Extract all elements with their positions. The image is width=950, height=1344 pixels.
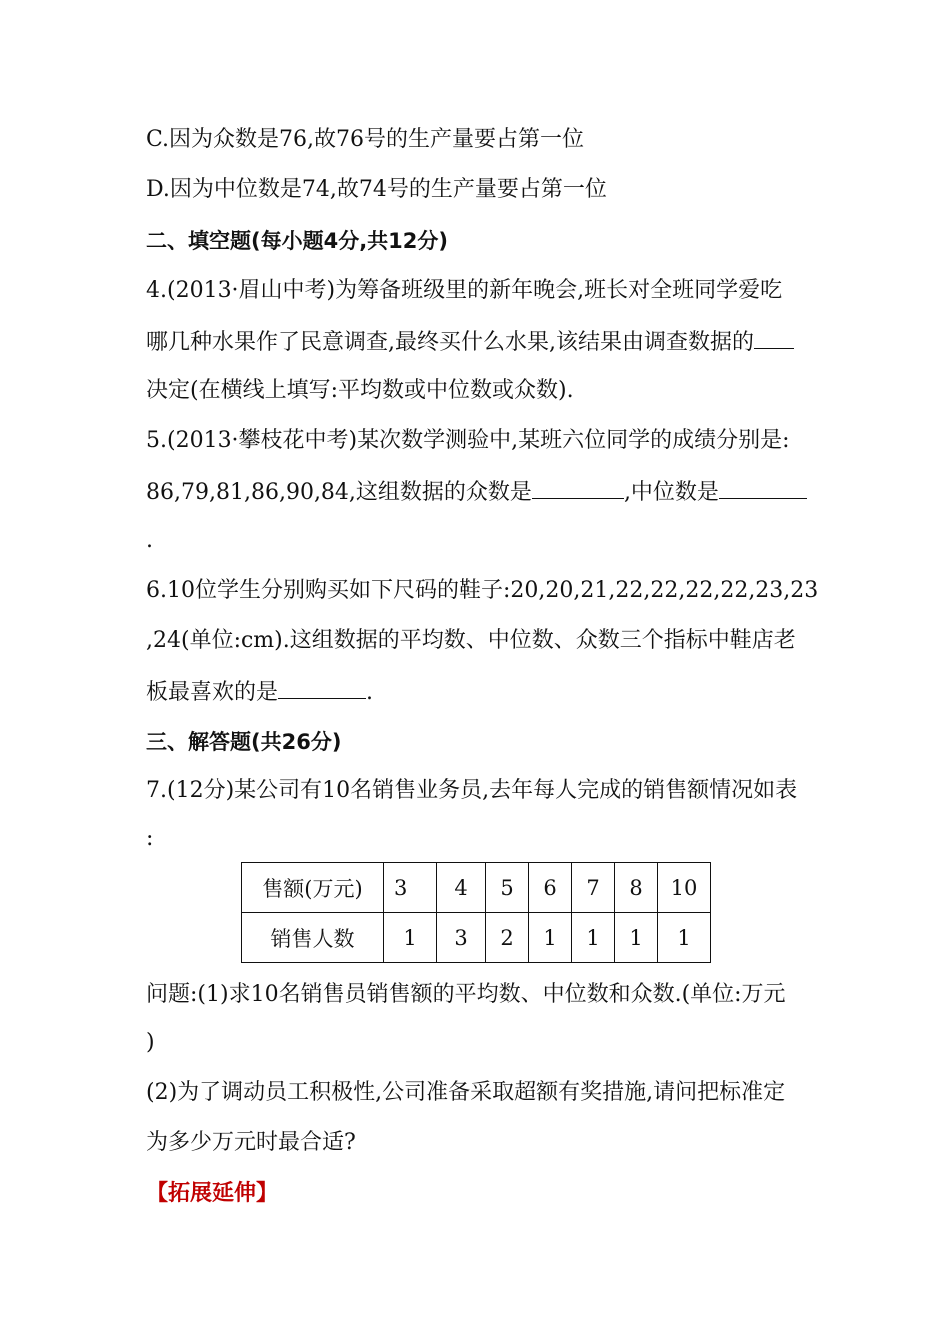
table-cell: 1 — [384, 913, 437, 963]
question-7-line-2: : — [146, 826, 154, 851]
option-c: C.因为众数是76,故76号的生产量要占第一位 — [146, 127, 585, 152]
table-cell: 10 — [658, 863, 711, 913]
question-5-line-3: . — [146, 528, 153, 553]
question-5-line-2 — [146, 476, 807, 508]
question-7-line-1: 7.(12分)某公司有10名销售业务员,去年每人完成的销售额情况如表 — [146, 778, 798, 803]
question-6-text: 板最喜欢的是 — [146, 680, 279, 705]
table-cell: 7 — [572, 863, 615, 913]
table-cell: 1 — [658, 913, 711, 963]
question-7-part-1: 问题:(1)求10名销售员销售额的平均数、中位数和众数.(单位:万元 — [146, 982, 786, 1007]
answer-blank — [754, 326, 794, 349]
table-cell: 6 — [529, 863, 572, 913]
section-heading-solve: 三、解答题(共26分) — [146, 730, 342, 754]
question-5-line-1: 5.(2013·攀枝花中考)某次数学测验中,某班六位同学的成绩分别是: — [146, 428, 790, 453]
question-6-line-1: 6.10位学生分别购买如下尺码的鞋子:20,20,21,22,22,22,22,23,23 — [146, 578, 819, 603]
table-cell: 8 — [615, 863, 658, 913]
table-row — [242, 913, 711, 963]
table-cell: 3 — [384, 863, 437, 913]
table-cell: 4 — [437, 863, 486, 913]
question-4-line-1: 4.(2013·眉山中考)为筹备班级里的新年晚会,班长对全班同学爱吃 — [146, 278, 783, 303]
question-7-part-1-end: ) — [146, 1030, 155, 1055]
table-header-cell: 销售人数 — [242, 913, 384, 963]
answer-blank — [719, 476, 807, 499]
table-cell: 3 — [437, 913, 486, 963]
question-6-line-2: ,24(单位:cm).这组数据的平均数、中位数、众数三个指标中鞋店老 — [146, 628, 796, 653]
question-4-text: 哪几种水果作了民意调查,最终买什么水果,该结果由调查数据的 — [146, 330, 754, 355]
table-cell: 1 — [572, 913, 615, 963]
table-cell: 2 — [486, 913, 529, 963]
extension-heading: 【拓展延伸】 — [146, 1180, 279, 1206]
sales-table — [241, 862, 711, 963]
question-5-text-1: 86,79,81,86,90,84,这组数据的众数是 — [146, 480, 532, 505]
question-7-part-2: (2)为了调动员工积极性,公司准备采取超额有奖措施,请问把标准定 — [146, 1080, 786, 1105]
answer-blank — [532, 476, 624, 499]
question-4-line-3: 决定(在横线上填写:平均数或中位数或众数). — [146, 378, 574, 403]
question-6-line-3 — [146, 676, 373, 708]
question-4-line-2 — [146, 326, 794, 358]
option-d: D.因为中位数是74,故74号的生产量要占第一位 — [146, 177, 607, 202]
table-cell: 1 — [615, 913, 658, 963]
table-row — [242, 863, 711, 913]
table-cell: 5 — [486, 863, 529, 913]
question-6-period: . — [366, 680, 374, 705]
section-heading-fill-in: 二、填空题(每小题4分,共12分) — [146, 229, 449, 253]
table-header-cell: 售额(万元) — [242, 863, 384, 913]
table-cell: 1 — [529, 913, 572, 963]
answer-blank — [278, 676, 366, 699]
question-5-text-2: ,中位数是 — [623, 480, 719, 505]
question-7-part-2-end: 为多少万元时最合适? — [146, 1130, 356, 1155]
